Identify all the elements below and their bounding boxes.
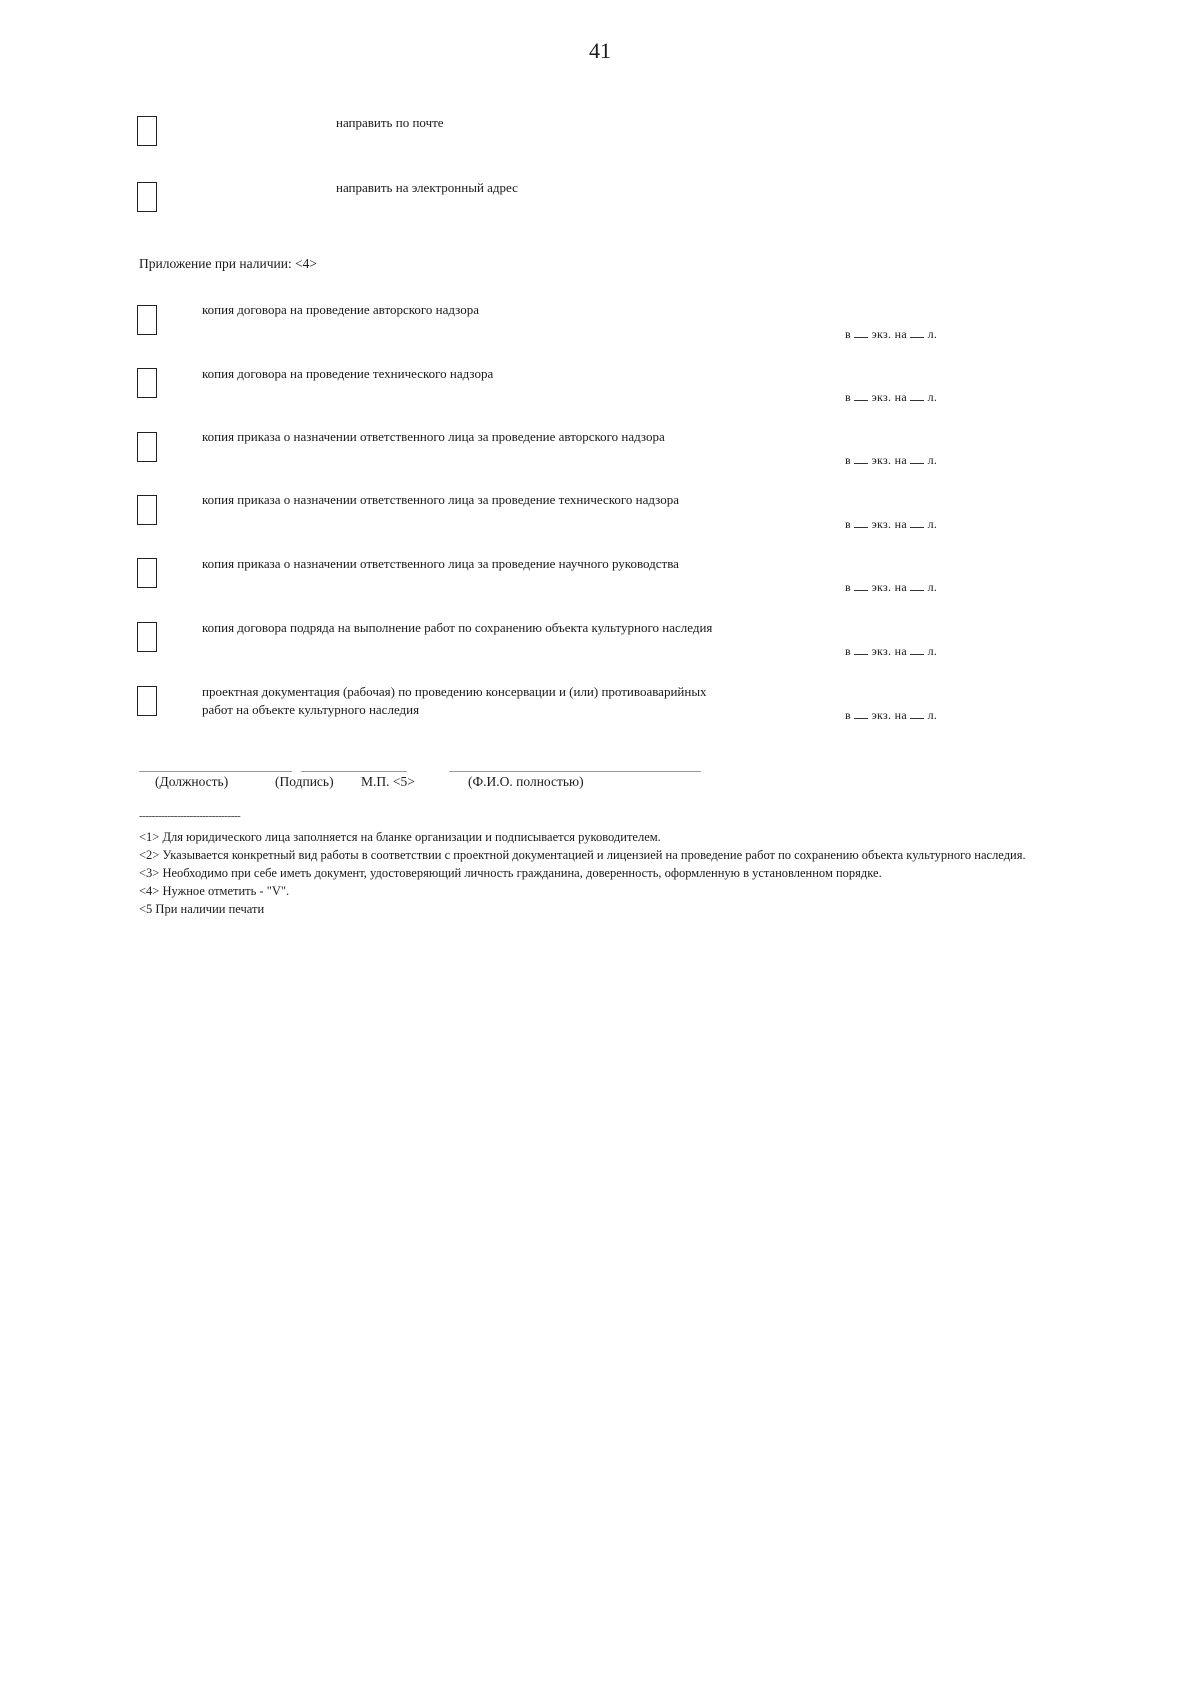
- attachment-checkbox[interactable]: [137, 558, 157, 588]
- attachment-copies: [845, 453, 937, 468]
- attachment-checkbox[interactable]: [137, 622, 157, 652]
- footnote-separator: --------------------------------: [139, 810, 241, 822]
- attachment-label: копия договора на проведение авторского надзора: [202, 302, 480, 317]
- copies-count-blank: [854, 327, 868, 338]
- attachment-checkbox[interactable]: [137, 686, 157, 716]
- attachment-copies: [845, 580, 937, 595]
- footnote-4: <4> Нужное отметить - "V".: [139, 884, 290, 898]
- checkbox-email[interactable]: [137, 182, 157, 212]
- signature-line[interactable]: [301, 771, 407, 772]
- attachment-copies: [845, 327, 937, 342]
- checkbox-mail[interactable]: [137, 116, 157, 146]
- copies-middle: экз. на: [871, 580, 908, 594]
- attachment-copies: [845, 517, 937, 532]
- attachment-copies: [845, 708, 937, 723]
- copies-suffix: л.: [927, 453, 938, 467]
- footnote-1: <1> Для юридического лица заполняется на бланке организации и подписывается руководителем.: [139, 830, 661, 844]
- signature-label: (Подпись): [275, 774, 334, 789]
- full-name-line[interactable]: [449, 771, 701, 772]
- sheets-count-blank: [910, 708, 924, 719]
- attachment-checkbox[interactable]: [137, 432, 157, 462]
- copies-suffix: л.: [927, 327, 938, 341]
- copies-middle: экз. на: [871, 453, 908, 467]
- stamp-label: М.П. <5>: [361, 774, 415, 789]
- position-line[interactable]: [139, 771, 292, 772]
- copies-prefix: в: [845, 580, 851, 594]
- footnote-2: <2> Указывается конкретный вид работы в соответствии с проектной документацией и лицензией на проведение работ по сохранению объекта культурного наследия.: [139, 848, 1026, 862]
- copies-count-blank: [854, 517, 868, 528]
- attachments-heading: Приложение при наличии: <4>: [139, 256, 318, 271]
- attachment-label: копия договора на проведение технического надзора: [202, 366, 494, 381]
- sheets-count-blank: [910, 390, 924, 401]
- attachment-label: проектная документация (рабочая) по проведению консервации и (или) противоаварийных работ на объекте культурного наследия: [202, 684, 707, 717]
- copies-prefix: в: [845, 327, 851, 341]
- copies-suffix: л.: [927, 644, 938, 658]
- attachment-label: копия приказа о назначении ответственного лица за проведение авторского надзора: [202, 429, 665, 444]
- sheets-count-blank: [910, 517, 924, 528]
- sheets-count-blank: [910, 580, 924, 591]
- attachment-label: копия договора подряда на выполнение работ по сохранению объекта культурного наследия: [202, 620, 713, 635]
- copies-prefix: в: [845, 390, 851, 404]
- attachment-checkbox[interactable]: [137, 368, 157, 398]
- copies-middle: экз. на: [871, 644, 908, 658]
- copies-suffix: л.: [927, 708, 938, 722]
- copies-suffix: л.: [927, 390, 938, 404]
- copies-prefix: в: [845, 517, 851, 531]
- footnote-5: <5 При наличии печати: [139, 902, 265, 916]
- copies-middle: экз. на: [871, 390, 908, 404]
- sheets-count-blank: [910, 644, 924, 655]
- copies-middle: экз. на: [871, 708, 908, 722]
- copies-prefix: в: [845, 644, 851, 658]
- footnote-3: <3> Необходимо при себе иметь документ, удостоверяющий личность гражданина, доверенность, оформленную в установленном порядке.: [139, 866, 882, 880]
- attachment-copies: [845, 644, 937, 659]
- copies-prefix: в: [845, 453, 851, 467]
- footnotes: [139, 828, 1119, 918]
- copies-prefix: в: [845, 708, 851, 722]
- attachment-label: копия приказа о назначении ответственного лица за проведение технического надзора: [202, 492, 679, 507]
- copies-suffix: л.: [927, 517, 938, 531]
- option-mail-label: направить по почте: [336, 115, 444, 130]
- copies-count-blank: [854, 390, 868, 401]
- copies-middle: экз. на: [871, 517, 908, 531]
- copies-count-blank: [854, 580, 868, 591]
- position-label: (Должность): [155, 774, 229, 789]
- attachment-label: копия приказа о назначении ответственного лица за проведение научного руководства: [202, 556, 679, 571]
- sheets-count-blank: [910, 453, 924, 464]
- copies-count-blank: [854, 708, 868, 719]
- page-number: 41: [589, 38, 611, 63]
- attachment-checkbox[interactable]: [137, 305, 157, 335]
- attachment-copies: [845, 390, 937, 405]
- sheets-count-blank: [910, 327, 924, 338]
- option-email-label: направить на электронный адрес: [336, 180, 518, 195]
- copies-count-blank: [854, 453, 868, 464]
- copies-middle: экз. на: [871, 327, 908, 341]
- copies-count-blank: [854, 644, 868, 655]
- full-name-label: (Ф.И.О. полностью): [468, 774, 584, 789]
- attachment-checkbox[interactable]: [137, 495, 157, 525]
- copies-suffix: л.: [927, 580, 938, 594]
